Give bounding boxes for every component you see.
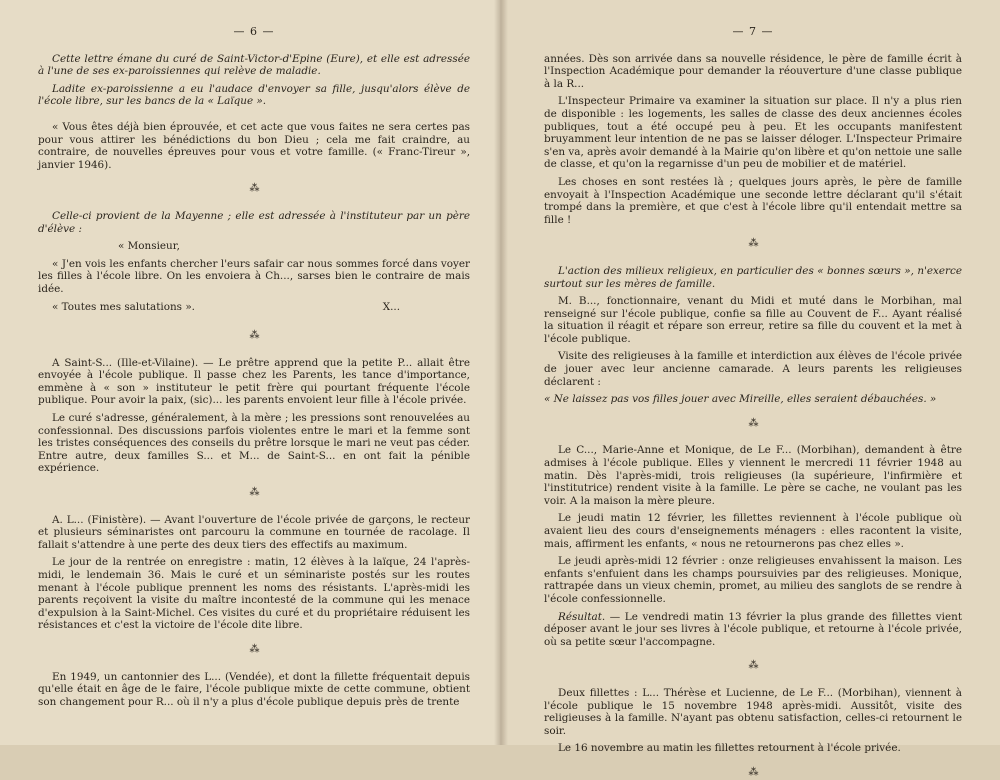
paragraph: « Vous êtes déjà bien éprouvée, et cet acte que vous faites ne sera certes pas pour vous attirer les bénédictions du bon Dieu ; cela me fait craindre, au contraire, de nouvelles épreuves pour vous et votre famille. (« Franc-Tireur », janvier 1946). bbox=[38, 120, 470, 171]
paragraph: L'Inspecteur Primaire va examiner la situation sur place. Il n'y a plus rien de disponible : les logements, les salles de classe des deux anciennes écoles publiques, tout a été occupé peu à peu. Et les occupants manifestent bruyamment leur intention de ne pas se laisser déloger. L'Inspecteur Primaire s'en va, après avoir demandé à la Mairie qu'on libère et qu'on nettoie une salle de classe, et qu'on la regarnisse d'un peu de mobilier et de matériel. bbox=[544, 95, 962, 171]
page-left bbox=[0, 0, 500, 745]
page-right bbox=[500, 0, 1000, 778]
paragraph: « Toutes mes salutations ». bbox=[52, 300, 195, 313]
paragraph: A Saint-S... (Ille-et-Vilaine). — Le prêtre apprend que la petite P... allait être envoyée à l'école publique. Il passe chez les Parents, les tance d'importance, emmène à « son » instituteur le petit frère qui pourtant fréquente l'école publique. Pour avoir la paix, (sic)... les parents envoient leur fille à l'école privée. bbox=[38, 356, 470, 407]
letter-salutation: « Monsieur, bbox=[118, 240, 180, 253]
paragraph: Le C..., Marie-Anne et Monique, de Le F... (Morbihan), demandent à être admises à l'école publique. Elles y viennent le mercredi 11 février 1948 au matin. Dès l'après-midi, trois religieuses (la supérieure, l'infirmière et l'institutrice) rendent visite à la famille. Le père se cache, ne voulant pas les voir. A la maison la mère pleure. bbox=[544, 444, 962, 507]
paragraph: Ladite ex-paroissienne a eu l'audace d'envoyer sa fille, jusqu'alors élève de l'école libre, sur les bancs de la « Laïque ». bbox=[38, 82, 470, 108]
separator-stars: ⁂ bbox=[249, 487, 259, 499]
paragraph: Les choses en sont restées là ; quelques jours après, le père de famille envoyait à l'Inspection Académique une seconde lettre déclarant qu'il s'était trompé dans la première, et que c'est à l'école libre qu'il entendait mettre sa fille ! bbox=[544, 175, 962, 226]
separator-stars: ⁂ bbox=[748, 238, 758, 250]
letter-closing bbox=[38, 301, 470, 319]
paragraph: Cette lettre émane du curé de Saint-Victor-d'Epine (Eure), et elle est adressée à l'une de ses ex-paroissiennes qui relève de maladie. bbox=[38, 52, 470, 78]
paragraph: Le jeudi matin 12 février, les fillettes reviennent à l'école publique où avaient lieu des cours d'enseignements ménagers : elles racontent la visite, mais, affirment les enfants, « nous ne retournerons pas chez elles ». bbox=[544, 512, 962, 550]
paragraph: Deux fillettes : L... Thérèse et Lucienne, de Le F... (Morbihan), viennent à l'école publique le 15 novembre 1948 après-midi. Aussitôt, visite des religieuses à la famille. N'ayant pas obtenu satisfaction, celles-ci retournent le soir. bbox=[544, 686, 962, 737]
separator-stars: ⁂ bbox=[748, 766, 758, 778]
paragraph: « J'en vois les enfants chercher l'eurs safair car nous sommes forcé dans voyer les filles à l'école libre. On les envoiera à Ch..., sarses bien le contraire de mais idée. bbox=[38, 257, 470, 295]
paragraph: A. L... (Finistère). — Avant l'ouverture de l'école privée de garçons, le recteur et plusieurs séminaristes ont parcouru la commune en tournée de racolage. Il fallait s'attendre à une perte des deux tiers des effectifs au maximum. bbox=[38, 513, 470, 551]
separator-stars: ⁂ bbox=[249, 330, 259, 342]
paragraph: Le curé s'adresse, généralement, à la mère ; les pressions sont renouvelées au confessionnal. Des discussions parfois violentes entre le mari et la femme sont les tristes conséquences des conseils du prêtre lorsque le mari ne veut pas céder. Entre autre, deux familles S... et M... de Saint-S... en ont fait la pénible expérience. bbox=[38, 412, 470, 475]
separator-stars: ⁂ bbox=[249, 183, 259, 195]
paragraph: Visite des religieuses à la famille et interdiction aux élèves de l'école privée de jouer avec leur ancienne camarade. A leurs parents les religieuses déclarent : bbox=[544, 350, 962, 388]
result-label: Résultat. bbox=[558, 610, 606, 623]
paragraph: Le jeudi après-midi 12 février : onze religieuses envahissent la maison. Les enfants s'enfuient dans les champs poursuivies par des religieuses. Monique, rattrapée dans un vieux chemin, promet, au milieu des sanglots de se rendre à l'école confessionnelle. bbox=[544, 555, 962, 605]
separator-stars: ⁂ bbox=[748, 417, 758, 429]
page-number: — 7 — bbox=[732, 25, 774, 38]
paragraph: L'action des milieux religieux, en particulier des « bonnes sœurs », n'exerce surtout sur les mères de famille. bbox=[544, 264, 962, 290]
paragraph: Celle-ci provient de la Mayenne ; elle est adressée à l'instituteur par un père d'élève : bbox=[38, 209, 470, 235]
result-text: — Le vendredi matin 13 février la plus grande des fillettes vient déposer avant le jour ses livres à l'école publique, et retourne à l'école privée, où sa petite sœur l'accompagne. bbox=[544, 610, 962, 648]
separator-stars: ⁂ bbox=[748, 660, 758, 672]
quote: « Ne laissez pas vos filles jouer avec Mireille, elles seraient débauchées. » bbox=[544, 393, 937, 406]
paragraph: Le jour de la rentrée on enregistre : matin, 12 élèves à la laïque, 24 l'après-midi, le lendemain 36. Mais le curé et un séminariste postés sur les routes menant à l'école publique prennent les noms des résistants. L'après-midi les parents reçoivent la visite du maître incontesté de la commune qui les menace d'expulsion à la Saint-Michel. Ces visites du curé et du propriétaire réduisent les résistances et c'est la victoire de l'école dite libre. bbox=[38, 556, 470, 632]
signature: X... bbox=[382, 300, 400, 313]
separator-stars: ⁂ bbox=[249, 643, 259, 655]
paragraph bbox=[544, 611, 962, 649]
page-number: — 6 — bbox=[233, 25, 275, 38]
paragraph: Le 16 novembre au matin les fillettes retournent à l'école privée. bbox=[558, 742, 901, 755]
paragraph: En 1949, un cantonnier des L... (Vendée), et dont la fillette fréquentait depuis qu'elle était en âge de le faire, l'école publique mixte de cette commune, obtient son changement pour R... où il n'y a plus d'école publique depuis près de trente bbox=[38, 670, 470, 708]
paragraph: années. Dès son arrivée dans sa nouvelle résidence, le père de famille écrit à l'Inspection Académique pour demander la réouverture d'une classe publique à la R... bbox=[544, 52, 962, 90]
paragraph: M. B..., fonctionnaire, venant du Midi et muté dans le Morbihan, mal renseigné sur l'école publique, confie sa fille au Couvent de F... Ayant réalisé la situation il réagit et répare son erreur, retire sa fille du couvent et la met à l'école publique. bbox=[544, 295, 962, 345]
